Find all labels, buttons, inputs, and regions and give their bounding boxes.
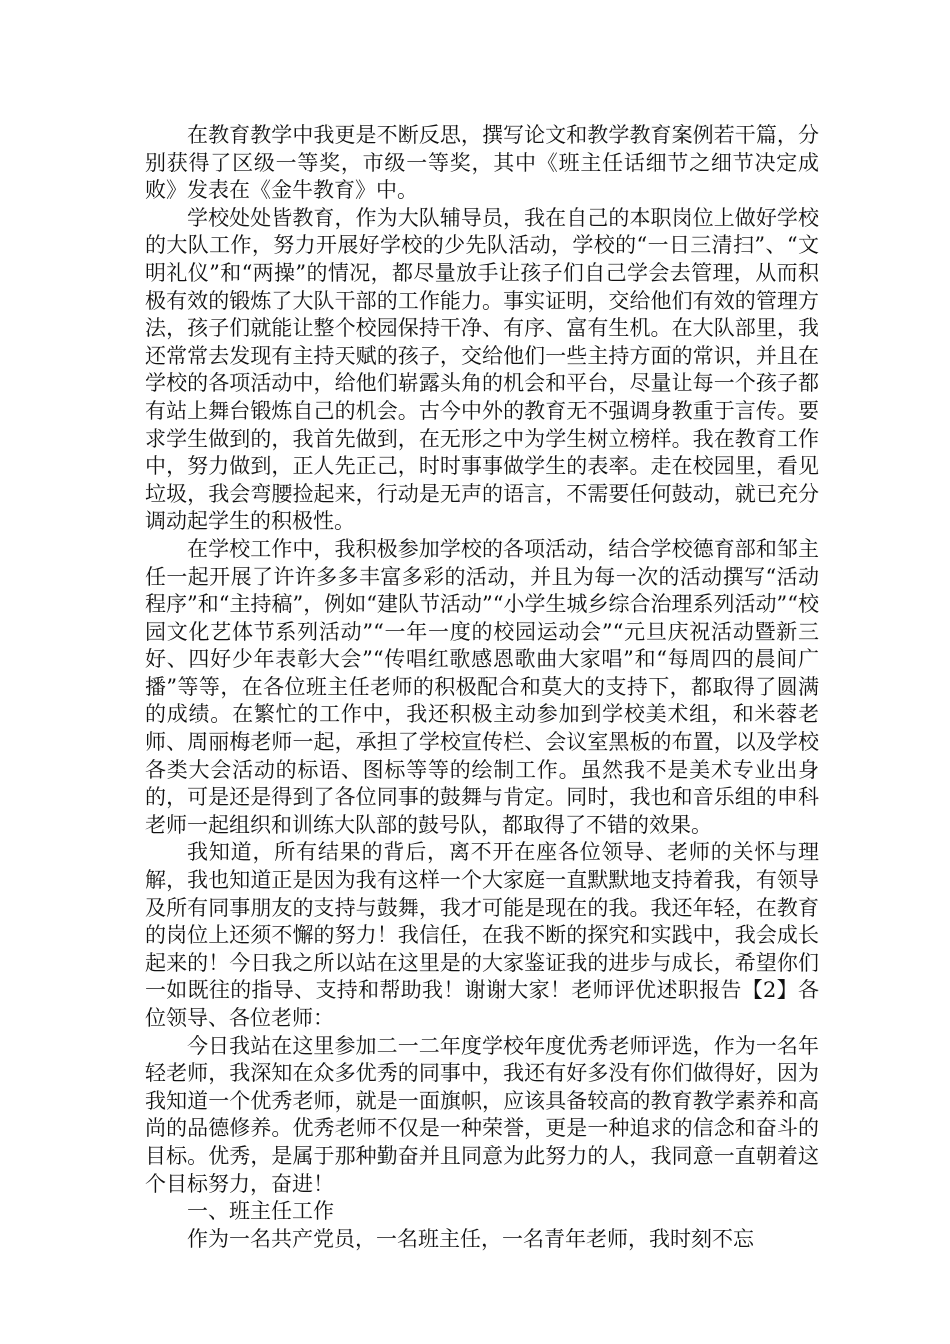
paragraph-party-member: 作为一名共产党员，一名班主任，一名青年老师，我时刻不忘 — [187, 1226, 754, 1251]
paragraph-school-activities: 在学校工作中，我积极参加学校的各项活动，结合学校德育部和邹主任一起开展了许许多多丰富多彩的活动，并且为每一次的活动撰写“活动程序”和“主持稿”，例如“建队节活动”“小学生城乡综合治理系列活动”“校园文化艺体节系列活动”“一年一度的校园运动会”“元旦庆祝活动暨新三好、四好少年表彰大会”“传唱红歌感恩歌曲大家唱”和“每周四的晨间广播”等等，在各位班主任老师的积极配合和莫大的支持下，都取得了圆满的成绩。在繁忙的工作中，我还积极主动参加到学校美术组，和米蓉老师、周丽梅老师一起，承担了学校宣传栏、会议室黑板的布置，以及学校各类大会活动的标语、图标等等的绘制工作。虽然我不是美术专业出身的，可是还是得到了各位同事的鼓舞与肯定。同时，我也和音乐组的申科老师一起组织和训练大队部的鼓号队，都取得了不错的效果。 — [145, 536, 819, 837]
paragraph-teaching-reflection: 在教育教学中我更是不断反思，撰写论文和教学教育案例若干篇，分别获得了区级一等奖，市级一等奖，其中《班主任话细节之细节决定成败》发表在《金牛教育》中。 — [145, 123, 819, 203]
document-body — [145, 122, 819, 1253]
paragraph-gratitude: 我知道，所有结果的背后，离不开在座各位领导、老师的关怀与理解，我也知道正是因为我有这样一个大家庭一直默默地支持着我，有领导及所有同事朋友的支持与鼓舞，我才可能是现在的我。我还年轻，在教育的岗位上还须不懈的努力！我信任，在我不断的探究和实践中，我会成长起来的！今日我之所以站在这里是的大家鉴证我的进步与成长，希望你们一如既往的指导、支持和帮助我！谢谢大家！老师评优述职报告【2】各位领导、各位老师： — [145, 840, 819, 1030]
paragraph-brigade-counselor: 学校处处皆教育，作为大队辅导员，我在自己的本职岗位上做好学校的大队工作，努力开展好学校的少先队活动，学校的“一日三清扫”、“文明礼仪”和“两操”的情况，都尽量放手让孩子们自己学会去管理，从而积极有效的锻炼了大队干部的工作能力。事实证明，交给他们有效的管理方法，孩子们就能让整个校园保持干净、有序、富有生机。在大队部里，我还常常去发现有主持天赋的孩子，交给他们一些主持方面的常识，并且在学校的各项活动中，给他们崭露头角的机会和平台，尽量让每一个孩子都有站上舞台锻炼自己的机会。古今中外的教育无不强调身教重于言传。要求学生做到的，我首先做到，在无形之中为学生树立榜样。我在教育工作中，努力做到，正人先正己，时时事事做学生的表率。走在校园里，看见垃圾，我会弯腰捡起来，行动是无声的语言，不需要任何鼓动，就已充分调动起学生的积极性。 — [145, 205, 819, 534]
section-heading-class-teacher-work: 一、班主任工作 — [187, 1199, 334, 1224]
paragraph-evaluation-intro: 今日我站在这里参加二一二年度学校年度优秀老师评选，作为一名年轻老师，我深知在众多优秀的同事中，我还有好多没有你们做得好，因为我知道一个优秀老师，就是一面旗帜，应该具备较高的教育教学素养和高尚的品德修养。优秀老师不仅是一种荣誉，更是一种追求的信念和奋斗的目标。优秀，是属于那种勤奋并且同意为此努力的人，我同意一直朝着这个目标努力，奋进！ — [145, 1033, 819, 1196]
